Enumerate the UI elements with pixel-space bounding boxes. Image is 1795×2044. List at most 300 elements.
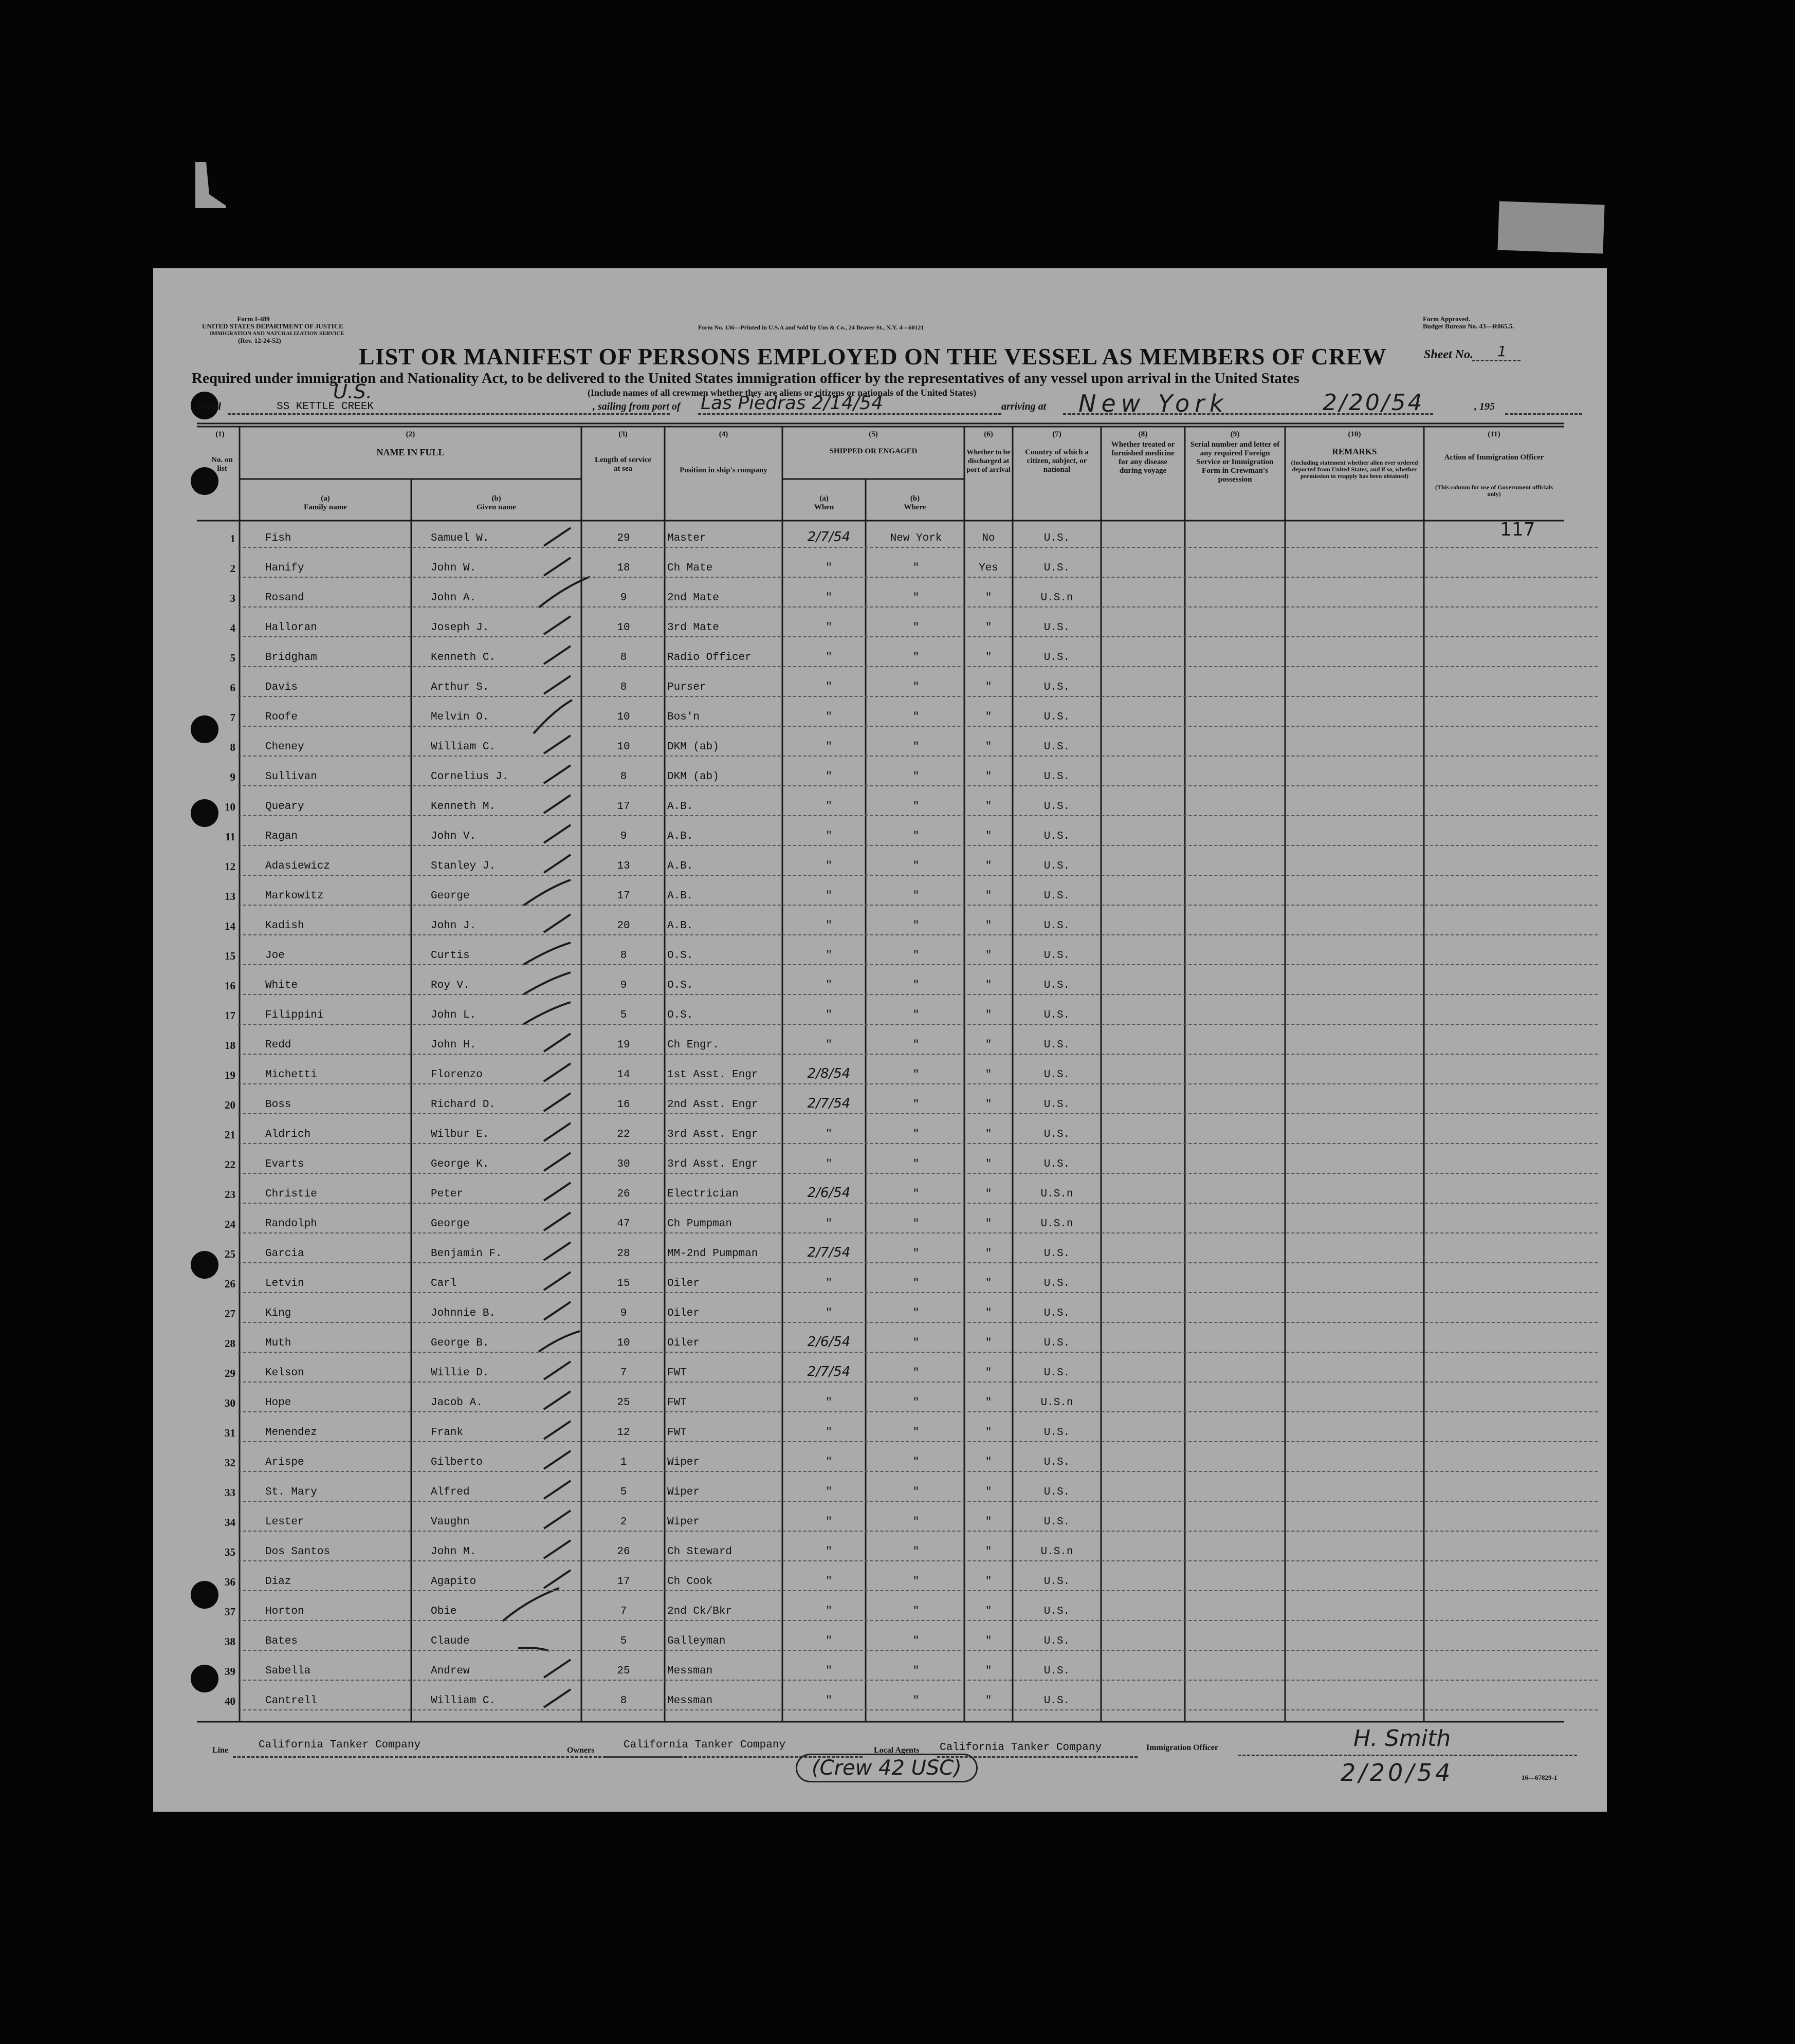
country: U.S. [1043,950,1070,962]
given-name: Carl [431,1278,457,1290]
table-row [153,555,1607,585]
row-divider [238,1054,1598,1055]
discharged: " [985,1158,992,1170]
discharged: " [985,1427,992,1439]
service-length: 13 [617,860,630,872]
row-divider [238,1113,1598,1114]
table-row [153,1300,1607,1330]
row-divider [238,1262,1598,1263]
discharged: " [985,652,992,664]
row-number: 12 [225,860,235,873]
table-row [153,1628,1607,1658]
shipped-when: " [826,771,832,783]
row-number: 38 [225,1635,235,1648]
row-number: 16 [225,980,235,992]
row-number: 21 [225,1129,235,1141]
shipped-when: " [826,1665,832,1677]
sheet-label: Sheet No. [1424,348,1473,361]
row-number: 9 [230,771,235,783]
arrival-date: 2/20/54 [1323,390,1424,416]
table-row [153,1658,1607,1688]
row-divider [238,726,1598,727]
row-number: 19 [225,1069,235,1081]
position: Ch Pumpman [667,1218,732,1230]
row-divider [238,636,1598,637]
given-name: John J. [431,920,477,932]
table-row [153,1002,1607,1032]
shipped-when: " [826,1218,832,1230]
table-row [153,1539,1607,1569]
shipped-when: " [826,562,832,574]
position: FWT [667,1367,687,1379]
shipped-where: " [912,1337,920,1349]
form-title: LIST OR MANIFEST OF PERSONS EMPLOYED ON THE VESSEL AS MEMBERS OF CREW [359,343,1387,370]
family-name: King [265,1308,291,1319]
row-divider [238,1322,1598,1323]
shipped-where: " [912,1099,920,1111]
row-number: 5 [230,652,235,664]
family-name: Boss [265,1099,291,1111]
row-divider [238,1471,1598,1472]
given-name: John A. [431,592,477,604]
country: U.S. [1043,1576,1070,1588]
shipped-when: " [826,890,832,902]
given-name: John H. [431,1039,477,1051]
given-name: George [431,1218,470,1230]
col2b-header: (b) Given name [476,494,517,511]
row-number: 23 [225,1188,235,1201]
country: U.S. [1043,1457,1070,1468]
row-divider [238,696,1598,697]
family-name: Evarts [265,1158,304,1170]
country: U.S. [1043,532,1070,544]
service-length: 14 [617,1069,630,1081]
position: Ch Cook [667,1576,713,1588]
service-length: 26 [617,1188,630,1200]
shipped-when: " [826,801,832,813]
row-divider [238,1083,1598,1084]
service-length: 22 [617,1129,630,1140]
row-divider [238,1680,1598,1681]
service-length: 18 [617,562,630,574]
discharged: " [985,1665,992,1677]
row-number: 33 [225,1486,235,1499]
family-name: Fish [265,532,291,544]
shipped-where: " [912,1248,920,1260]
row-divider [238,1620,1598,1621]
discharged: No [982,532,995,544]
col2-header: NAME IN FULL [376,447,445,457]
agents-label: Local Agents [874,1746,920,1755]
row-divider [238,934,1598,935]
discharged: " [985,1188,992,1200]
table-row [153,1420,1607,1449]
given-name: Agapito [431,1576,477,1588]
position: FWT [667,1397,687,1409]
row-divider [238,1232,1598,1233]
owners-value: California Tanker Company [624,1739,786,1751]
family-name: Bates [265,1635,298,1647]
shipped-where: " [912,1427,920,1439]
row-number: 14 [225,920,235,932]
country: U.S.n [1040,1188,1073,1200]
shipped-where: " [912,652,920,664]
table-row [153,823,1607,853]
officer-signature: H. Smith [1353,1725,1451,1752]
service-length: 15 [617,1278,630,1290]
service-length: 10 [617,711,630,723]
form-subsubtitle: (Include names of all crewmen whether they are aliens or citizens or nationals of the United States) [588,388,977,398]
row-divider [238,1441,1598,1442]
family-name: Adasiewicz [265,860,331,872]
shipped-when: 2/7/54 [807,1245,851,1260]
shipped-where: " [912,622,920,634]
shipped-where: " [912,1188,920,1200]
position: Wiper [667,1457,700,1468]
given-name: Vaughn [431,1516,470,1528]
position: Messman [667,1665,713,1677]
discharged: " [985,950,992,962]
table-row [153,525,1607,555]
row-number: 7 [230,711,235,724]
family-name: Letvin [265,1278,304,1290]
row-divider [238,1531,1598,1532]
country: U.S. [1043,1516,1070,1528]
family-name: Sabella [265,1665,311,1677]
service-length: 1 [620,1457,627,1468]
shipped-where: " [912,1129,920,1140]
given-name: John V. [431,831,477,842]
crew-note: (Crew 42 USC) [796,1754,978,1782]
service-length: 17 [617,890,630,902]
service-length: 10 [617,622,630,634]
given-name: George B. [431,1337,489,1349]
position: Ch Mate [667,562,713,574]
col9-number: (9) [1230,430,1240,438]
table-row [153,1181,1607,1211]
shipped-where: " [912,1158,920,1170]
table-row [153,674,1607,704]
country: U.S. [1043,682,1070,693]
row-number: 18 [225,1039,235,1052]
service-length: 8 [620,652,627,664]
given-name: Benjamin F. [431,1248,502,1260]
country: U.S. [1043,1665,1070,1677]
discharged: " [985,1516,992,1528]
given-name: Peter [431,1188,464,1200]
service-length: 12 [617,1427,630,1439]
family-name: Markowitz [265,890,324,902]
family-name: Filippini [265,1009,324,1021]
position: Ch Engr. [667,1039,719,1051]
row-divider [238,1143,1598,1144]
service-length: 7 [620,1606,627,1617]
family-name: Michetti [265,1069,317,1081]
shipped-where: " [912,1606,920,1617]
shipped-where: " [912,1635,920,1647]
revision: (Rev. 12-24-52) [238,337,281,344]
shipped-where: " [912,1367,920,1379]
shipped-where: " [912,1039,920,1051]
service-length: 5 [620,1635,627,1647]
shipped-where: " [912,562,920,574]
row-number: 29 [225,1367,235,1379]
row-divider [238,606,1598,607]
country: U.S. [1043,1039,1070,1051]
row-number: 2 [230,562,235,575]
position: Purser [667,682,706,693]
service-length: 8 [620,950,627,962]
shipped-where: " [912,860,920,872]
shipped-when: " [826,1158,832,1170]
given-name: Frank [431,1427,464,1439]
given-name: Curtis [431,950,470,962]
position: A.B. [667,890,693,902]
service-length: 10 [617,1337,630,1349]
col5-number: (5) [869,430,878,438]
country: U.S.n [1040,1546,1073,1558]
shipped-where: " [912,920,920,932]
service-length: 17 [617,1576,630,1588]
row-divider [238,666,1598,667]
country: U.S.n [1040,1218,1073,1230]
family-name: Kelson [265,1367,304,1379]
family-name: Menendez [265,1427,317,1439]
position: 3rd Asst. Engr [667,1129,758,1140]
shipped-where: " [912,890,920,902]
col5-header: SHIPPED OR ENGAGED [829,447,918,455]
row-divider [238,547,1598,548]
col10-header: REMARKS [1332,447,1377,456]
family-name: White [265,980,298,991]
family-name: Randolph [265,1218,317,1230]
shipped-when: " [826,1129,832,1140]
discharged: " [985,831,992,842]
row-number: 27 [225,1308,235,1320]
service-length: 9 [620,592,627,604]
country: U.S. [1043,1308,1070,1319]
table-row [153,1449,1607,1479]
given-name: Wilbur E. [431,1129,489,1140]
country: U.S. [1043,711,1070,723]
family-name: Bridgham [265,652,317,664]
row-number: 20 [225,1099,235,1111]
col11-number: (11) [1488,430,1500,438]
country: U.S. [1043,652,1070,664]
vessel-name: SS KETTLE CREEK [277,401,374,413]
given-name: Cornelius J. [431,771,509,783]
row-number: 36 [225,1576,235,1588]
discharged: " [985,1099,992,1111]
discharged: " [985,1367,992,1379]
col2a-header: (a) Family name [304,494,347,511]
row-number: 24 [225,1218,235,1230]
table-row [153,1211,1607,1241]
given-name: Johnnie B. [431,1308,496,1319]
given-name: George K. [431,1158,489,1170]
col10-number: (10) [1348,430,1361,438]
col4-number: (4) [719,430,728,438]
officer-label: Immigration Officer [1146,1743,1218,1752]
row-divider [238,875,1598,876]
table-row [153,853,1607,883]
form-subtitle: Required under immigration and Nationality Act, to be delivered to the United States immigration officer by the representatives of any vessel upon arrival in the United States [192,370,1299,386]
row-number: 10 [225,801,235,813]
family-name: Aldrich [265,1129,311,1140]
discharged: Yes [979,562,998,574]
service-length: 5 [620,1486,627,1498]
shipped-where: " [912,741,920,753]
discharged: " [985,890,992,902]
shipped-when: 2/7/54 [807,529,851,545]
service-length: 28 [617,1248,630,1260]
row-number: 3 [230,592,235,604]
row-divider [238,1292,1598,1293]
discharged: " [985,1308,992,1319]
country: U.S. [1043,920,1070,932]
discharged: " [985,1009,992,1021]
discharged: " [985,1457,992,1468]
family-name: Kadish [265,920,304,932]
shipped-where: " [912,592,920,604]
page-number: 117 [1500,519,1535,540]
given-name: Melvin O. [431,711,489,723]
family-name: Dos Santos [265,1546,331,1558]
given-name: Jacob A. [431,1397,483,1409]
shipped-where: " [912,711,920,723]
country: U.S. [1043,1278,1070,1290]
shipped-when: " [826,980,832,991]
table-row [153,1569,1607,1598]
country: U.S.n [1040,1397,1073,1409]
table-row [153,1330,1607,1360]
position: DKM (ab) [667,741,719,753]
given-name: Stanley J. [431,860,496,872]
given-name: William C. [431,1695,496,1707]
line-value: California Tanker Company [259,1739,421,1751]
row-number: 6 [230,682,235,694]
position: A.B. [667,831,693,842]
position: DKM (ab) [667,771,719,783]
shipped-where: " [912,1278,920,1290]
position: Master [667,532,706,544]
shipped-when: " [826,831,832,842]
position: O.S. [667,950,693,962]
row-divider [238,1352,1598,1353]
table-row [153,644,1607,674]
discharged: " [985,1039,992,1051]
country: U.S. [1043,860,1070,872]
service-length: 29 [617,532,630,544]
department-line2: IMMIGRATION AND NATURALIZATION SERVICE [210,330,344,337]
position: Radio Officer [667,652,752,664]
manifest-sheet [153,268,1607,1812]
officer-date: 2/20/54 [1341,1759,1454,1787]
shipped-where: " [912,1457,920,1468]
table-row [153,1360,1607,1390]
position: Oiler [667,1337,700,1349]
shipped-where: " [912,1665,920,1677]
table-row [153,972,1607,1002]
col8-header: Whether treated or furnished medicine for any disease during voyage [1111,440,1175,475]
family-name: Cheney [265,741,304,753]
given-name: Gilberto [431,1457,483,1468]
service-length: 8 [620,682,627,693]
row-number: 39 [225,1665,235,1678]
approval-line1: Form Approved. [1423,315,1471,323]
family-name: Roofe [265,711,298,723]
discharged: " [985,711,992,723]
row-divider [238,1411,1598,1412]
shipped-where: " [912,1009,920,1021]
row-number: 37 [225,1606,235,1618]
shipped-where: " [912,771,920,783]
col5a-header: (a) When [814,494,834,511]
table-row [153,794,1607,823]
shipped-when: " [826,1009,832,1021]
arriving-label: arriving at [1001,401,1047,412]
position: O.S. [667,1009,693,1021]
position: Electrician [667,1188,739,1200]
row-divider [238,1709,1598,1710]
service-length: 2 [620,1516,627,1528]
shipped-when: " [826,741,832,753]
shipped-when: 2/6/54 [807,1185,851,1201]
row-divider [238,577,1598,578]
row-number: 13 [225,890,235,903]
owners-label: Owners [567,1746,595,1755]
col3-number: (3) [618,430,628,438]
table-row [153,585,1607,615]
given-name: Kenneth M. [431,801,496,813]
shipped-when: 2/6/54 [807,1334,851,1350]
family-name: St. Mary [265,1486,317,1498]
table-row [153,1390,1607,1420]
row-number: 17 [225,1009,235,1022]
row-number: 26 [225,1278,235,1290]
position: 2nd Mate [667,592,719,604]
table-row [153,1121,1607,1151]
discharged: " [985,1248,992,1260]
country: U.S. [1043,562,1070,574]
row-divider [238,1382,1598,1383]
row-divider [238,845,1598,846]
shipped-where: " [912,1516,920,1528]
position: Oiler [667,1278,700,1290]
given-name: Obie [431,1606,457,1617]
sheet-number: 1 [1497,343,1507,360]
discharged: " [985,741,992,753]
shipped-when: " [826,622,832,634]
sailing-port: Las Piedras 2/14/54 [701,393,883,414]
row-number: 4 [230,622,235,634]
discharged: " [985,1129,992,1140]
family-name: Diaz [265,1576,291,1588]
country: U.S. [1043,1099,1070,1111]
country: U.S. [1043,1367,1070,1379]
position: O.S. [667,980,693,991]
table-row [153,1598,1607,1628]
table-row [153,1270,1607,1300]
country: U.S. [1043,980,1070,991]
shipped-when: " [826,1576,832,1588]
discharged: " [985,1069,992,1081]
country: U.S. [1043,1486,1070,1498]
table-row [153,1032,1607,1062]
country: U.S. [1043,622,1070,634]
given-name: Florenzo [431,1069,483,1081]
discharged: " [985,1576,992,1588]
